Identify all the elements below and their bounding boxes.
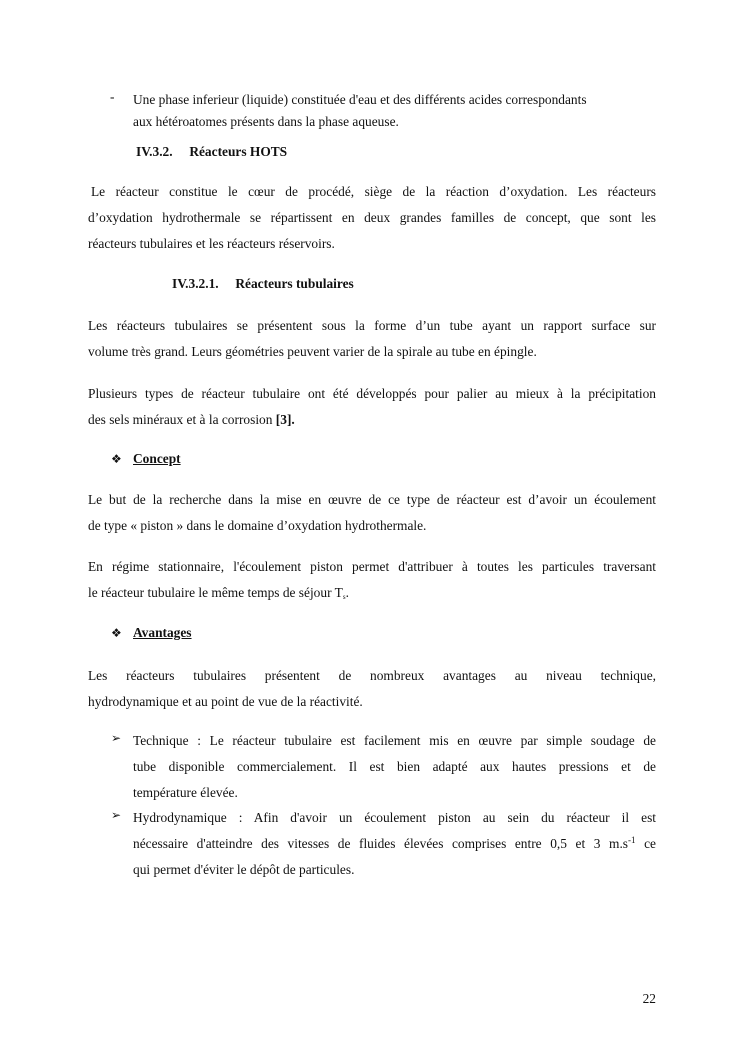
list-item-line: Hydrodynamique : Afin d'avoir un écoulement piston au sein du réacteur il est xyxy=(133,810,656,825)
dash-marker: - xyxy=(110,89,115,104)
list-item-line: Technique : Le réacteur tubulaire est facilement mis en œuvre par simple soudage de xyxy=(133,733,656,748)
paragraph-line: Plusieurs types de réacteur tubulaire ont été développés pour palier au mieux à la précipitation xyxy=(88,386,656,401)
paragraph-line: Le réacteur constitue le cœur de procédé, siège de la réaction d’oxydation. Les réacteurs xyxy=(91,184,656,199)
arrow-bullet-icon: ➢ xyxy=(111,731,122,745)
diamond-bullet-icon: ❖ xyxy=(111,626,122,640)
page-number: 22 xyxy=(642,991,656,1006)
paragraph-line: des sels minéraux et à la corrosion [3]. xyxy=(88,412,295,427)
paragraph-line: le réacteur tubulaire le même temps de séjour $T_s$. xyxy=(88,585,349,601)
paragraph-line: volume très grand. Leurs géométries peuvent varier de la spirale au tube en épingle. xyxy=(88,344,537,359)
paragraph-line: Les réacteurs tubulaires se présentent sous la forme d’un tube ayant un rapport surface sur xyxy=(88,318,656,333)
paragraph-line: Le but de la recherche dans la mise en œuvre de ce type de réacteur est d’avoir un écoulement xyxy=(88,492,656,507)
section-number: IV.3.2.1. xyxy=(172,276,219,291)
paragraph-reacteur xyxy=(88,179,656,257)
list-item-line: tube disponible commercialement. Il est bien adapté aux hautes pressions et de xyxy=(133,759,656,774)
subscript-s: s xyxy=(342,593,346,601)
paragraph-line: d’oxydation hydrothermale se répartissent en deux grandes familles de concept, que sont les xyxy=(88,210,656,225)
superscript-minus-one: -1 xyxy=(628,835,636,845)
avantages-heading xyxy=(111,625,192,641)
paragraph-but xyxy=(88,487,656,539)
diamond-bullet-icon: ❖ xyxy=(111,452,122,466)
list-item-line: température élevée. xyxy=(133,785,238,800)
list-item-line: nécessaire d'atteindre des vitesses de fluides élevées comprises entre 0,5 et 3 $m.s^{-1}$ ce xyxy=(133,835,656,851)
paragraph-plusieurs xyxy=(88,381,656,433)
list-item-line: qui permet d'éviter le dépôt de particules. xyxy=(133,862,355,877)
paragraph-line: En régime stationnaire, l'écoulement piston permet d'attribuer à toutes les particules traversant xyxy=(88,559,656,574)
concept-heading xyxy=(111,451,181,467)
concept-title: Concept xyxy=(133,451,181,466)
section-title: Réacteurs HOTS xyxy=(189,144,288,159)
arrow-bullet-icon: ➢ xyxy=(111,808,122,822)
paragraph-regime xyxy=(88,554,656,606)
section-heading-iv-3-2-1 xyxy=(172,276,354,292)
dash-item-line: Une phase inferieur (liquide) constituée d'eau et des différents acides correspondants xyxy=(133,92,587,107)
dash-item-line: aux hétéroatomes présents dans la phase aqueuse. xyxy=(133,114,399,129)
paragraph-line: hydrodynamique et au point de vue de la réactivité. xyxy=(88,694,363,709)
avantages-title: Avantages xyxy=(133,625,192,640)
paragraph-avantages xyxy=(88,663,656,715)
citation-ref: [3]. xyxy=(275,412,295,427)
paragraph-tubulaires xyxy=(88,313,656,365)
paragraph-line: Les réacteurs tubulaires présentent de nombreux avantages au niveau technique, xyxy=(88,668,656,683)
section-heading-iv-3-2 xyxy=(136,144,287,160)
section-title: Réacteurs tubulaires xyxy=(235,276,354,291)
section-number: IV.3.2. xyxy=(136,144,173,159)
paragraph-line: réacteurs tubulaires et les réacteurs réservoirs. xyxy=(88,236,335,251)
paragraph-line: de type « piston » dans le domaine d’oxydation hydrothermale. xyxy=(88,518,427,533)
